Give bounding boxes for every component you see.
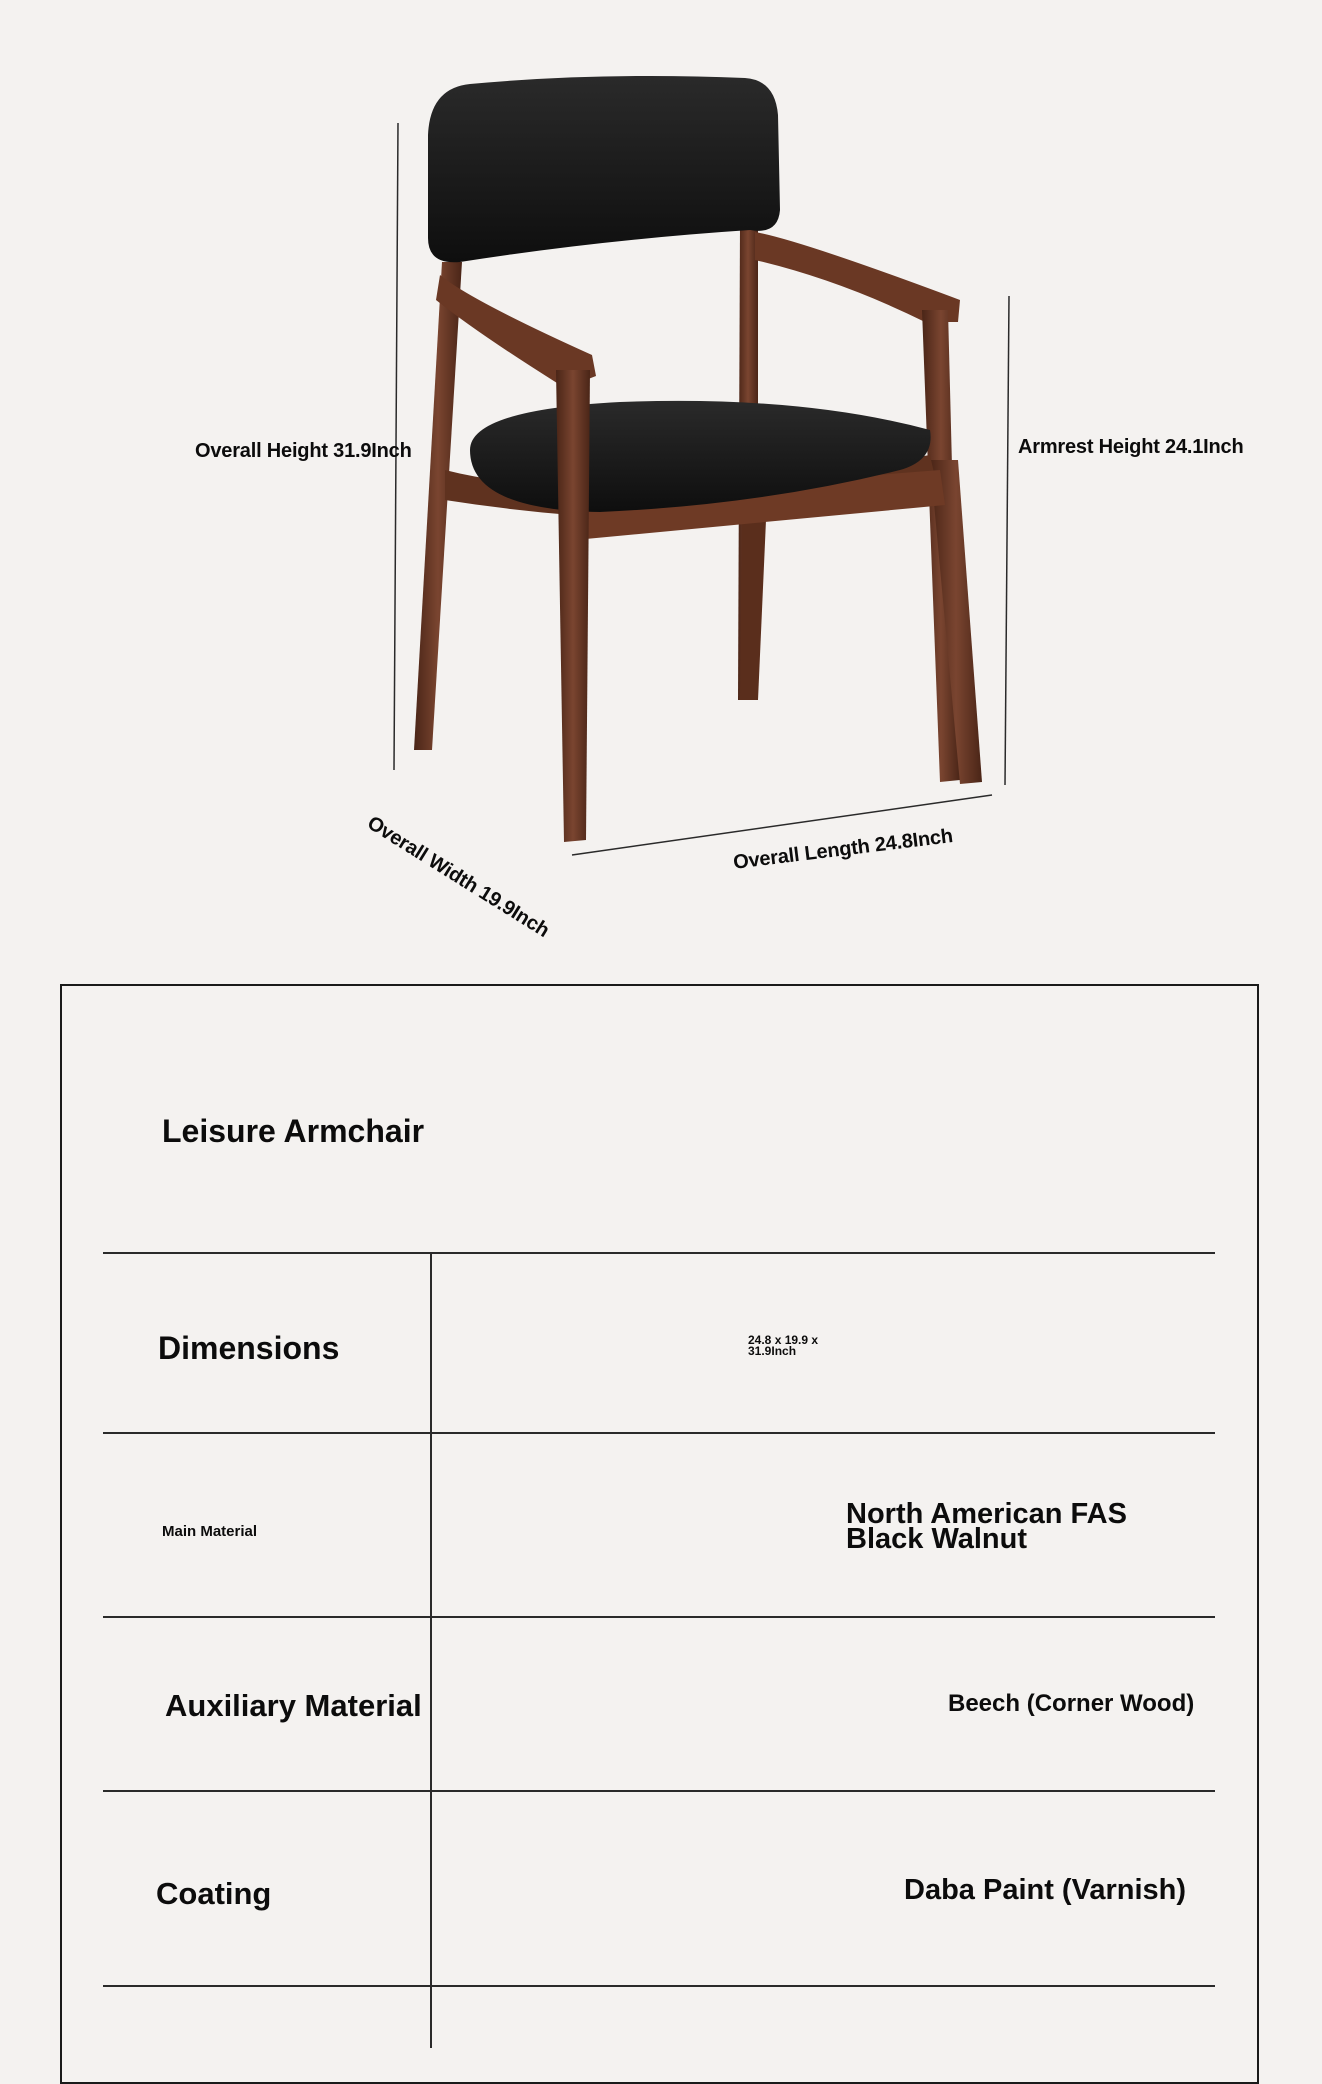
armrest-height-label: Armrest Height 24.1Inch (1018, 436, 1244, 458)
row-value-main-material (846, 1498, 1127, 1555)
column-divider (430, 1252, 432, 2048)
row-label-coating: Coating (156, 1876, 272, 1911)
value-line: 31.9Inch (748, 1344, 797, 1358)
table-divider (103, 1252, 1215, 1254)
product-title: Leisure Armchair (162, 1113, 425, 1149)
value-line: North American FAS (846, 1498, 1127, 1530)
value-line: 24.8 x 19.9 x (748, 1333, 819, 1347)
armrest-right (755, 232, 960, 322)
table-divider (103, 1985, 1215, 1987)
rear-leg (740, 520, 766, 700)
table-divider (103, 1790, 1215, 1792)
table-divider (103, 1616, 1215, 1618)
row-value-auxiliary-material: Beech (Corner Wood) (948, 1690, 1195, 1717)
row-label-main-material: Main Material (162, 1523, 258, 1540)
row-label-dimensions: Dimensions (158, 1330, 340, 1366)
value-line: Black Walnut (846, 1523, 1028, 1555)
overall-width-label: Overall Width 19.9Inch (363, 812, 554, 942)
row-label-auxiliary-material: Auxiliary Material (165, 1688, 422, 1723)
backrest (428, 76, 780, 262)
armrest-dimension-line (1005, 296, 1009, 785)
row-value-coating: Daba Paint (Varnish) (904, 1874, 1187, 1906)
chair-illustration (0, 0, 1322, 940)
overall-height-label: Overall Height 31.9Inch (195, 440, 412, 462)
front-leg-left (556, 370, 590, 842)
table-divider (103, 1432, 1215, 1434)
back-leg-left (414, 262, 462, 750)
overall-length-label: Overall Length 24.8Inch (732, 825, 955, 874)
row-value-dimensions (748, 1335, 818, 1357)
